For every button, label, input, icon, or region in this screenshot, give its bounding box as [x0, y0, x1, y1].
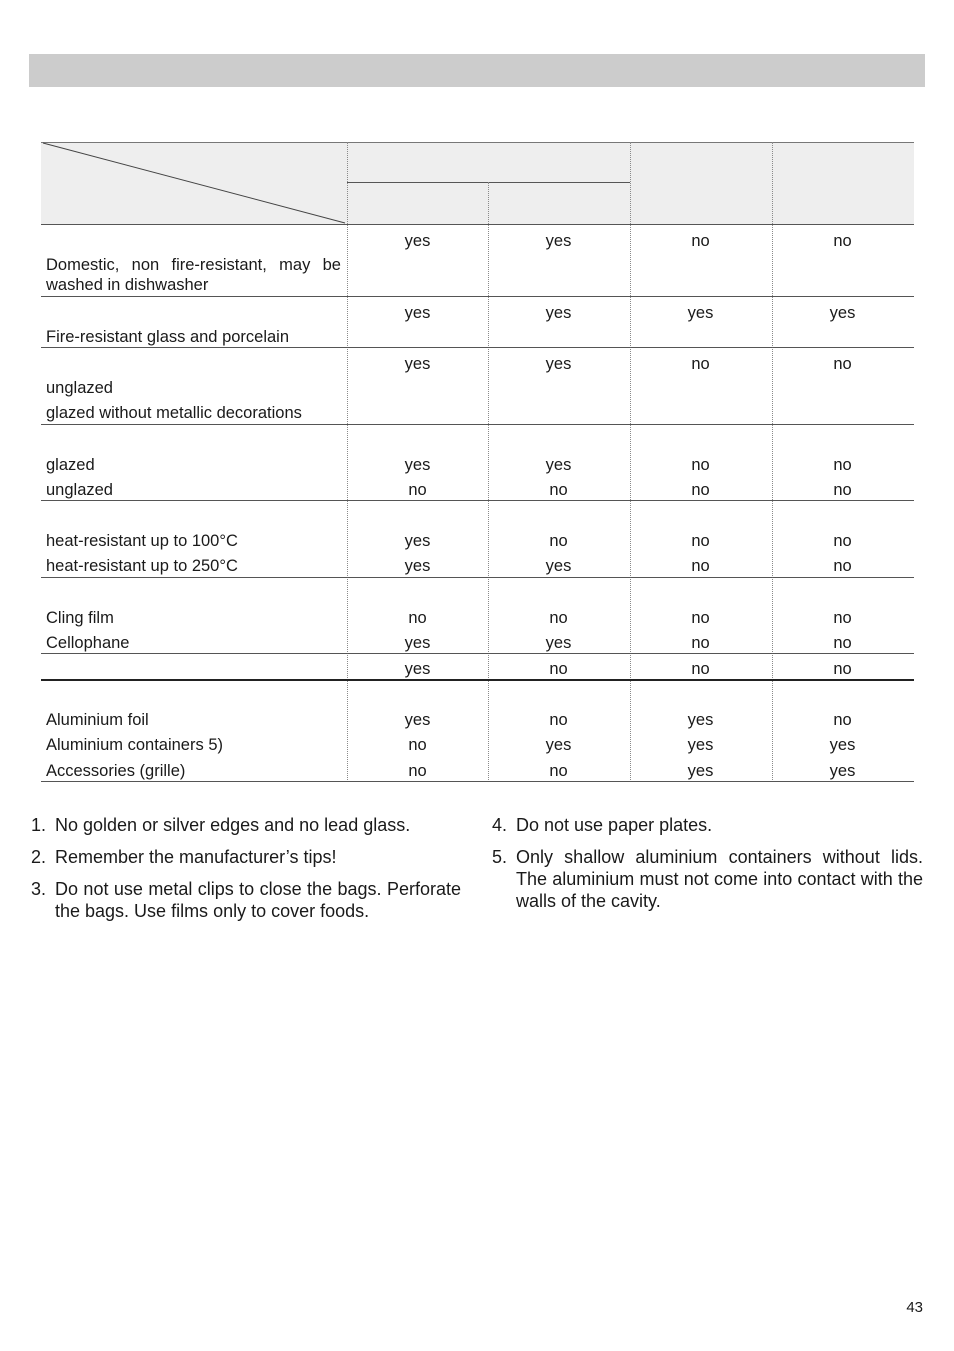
- table-cell: yes: [545, 456, 572, 474]
- table-cell: yes: [829, 304, 856, 322]
- row-label: unglazed: [46, 379, 113, 397]
- table-cell: no: [833, 232, 852, 250]
- row-label: unglazed: [46, 481, 113, 499]
- row-label: glazed without metallic decorations: [46, 404, 302, 422]
- row-label: Domestic, non fire-resistant, may be washed in dishwasher: [46, 256, 341, 294]
- table-cell: yes: [545, 736, 572, 754]
- table-cell: no: [408, 481, 427, 499]
- row-divider: [41, 347, 914, 348]
- table-cell: yes: [687, 762, 714, 780]
- footnotes-right: [492, 814, 923, 914]
- table-cell: yes: [404, 532, 431, 550]
- footnote-number: 5.: [492, 847, 508, 867]
- table-cell: no: [691, 634, 710, 652]
- footnotes-left: [31, 814, 461, 954]
- table-cell: yes: [545, 232, 572, 250]
- table-cell: no: [833, 557, 852, 575]
- row-divider: [41, 577, 914, 578]
- table-cell: yes: [404, 557, 431, 575]
- footnote-number: 3.: [31, 879, 47, 899]
- table-cell: no: [833, 660, 852, 678]
- row-divider: [41, 653, 914, 654]
- cookware-suitability-table: [41, 142, 914, 782]
- table-cell: no: [691, 532, 710, 550]
- row-divider: [41, 296, 914, 297]
- table-cell: no: [833, 355, 852, 373]
- table-cell: no: [408, 609, 427, 627]
- footnote-number: 4.: [492, 815, 508, 835]
- table-cell: yes: [545, 355, 572, 373]
- table-cell: yes: [404, 660, 431, 678]
- table-cell: yes: [687, 736, 714, 754]
- table-cell: yes: [404, 355, 431, 373]
- row-label: Aluminium foil: [46, 711, 149, 729]
- table-cell: yes: [545, 557, 572, 575]
- table-cell: yes: [545, 304, 572, 322]
- table-cell: no: [691, 355, 710, 373]
- footnote-text: Do not use metal clips to close the bags. Perforate the bags. Use films only to cover foods.: [55, 879, 461, 921]
- row-label: Cling film: [46, 609, 114, 627]
- row-label: Fire-resistant glass and porcelain: [46, 328, 290, 346]
- table-cell: no: [691, 456, 710, 474]
- row-divider: [41, 500, 914, 501]
- table-cell: yes: [404, 456, 431, 474]
- table-cell: no: [408, 762, 427, 780]
- table-cell: no: [833, 609, 852, 627]
- table-cell: no: [833, 456, 852, 474]
- table-cell: no: [691, 481, 710, 499]
- row-label: heat-resistant up to 100°C: [46, 532, 238, 550]
- footnote-number: 2.: [31, 847, 47, 867]
- row-divider: [41, 679, 914, 681]
- table-cell: yes: [404, 304, 431, 322]
- section-header-bar: [29, 54, 925, 87]
- header-diagonal-line: [41, 142, 347, 225]
- row-label: glazed: [46, 456, 95, 474]
- row-divider: [41, 781, 914, 782]
- footnote-text: Only shallow aluminium containers without lids. The aluminium must not come into contact with the walls of the cavity.: [516, 847, 923, 911]
- table-cell: yes: [545, 634, 572, 652]
- table-cell: no: [833, 634, 852, 652]
- page-number: 43: [906, 1299, 923, 1316]
- footnote-number: 1.: [31, 815, 47, 835]
- table-cell: no: [549, 609, 568, 627]
- table-cell: no: [549, 762, 568, 780]
- table-cell: no: [691, 609, 710, 627]
- footnote-text: Do not use paper plates.: [516, 815, 713, 835]
- footnote-text: No golden or silver edges and no lead glass.: [55, 815, 411, 835]
- row-label: Accessories (grille): [46, 762, 186, 780]
- table-cell: yes: [829, 762, 856, 780]
- table-cell: no: [691, 557, 710, 575]
- table-cell: no: [549, 711, 568, 729]
- table-cell: no: [833, 532, 852, 550]
- table-cell: no: [549, 660, 568, 678]
- table-cell: yes: [404, 711, 431, 729]
- row-label: Aluminium containers 5): [46, 736, 223, 754]
- table-cell: yes: [687, 711, 714, 729]
- table-cell: no: [408, 736, 427, 754]
- table-cell: yes: [829, 736, 856, 754]
- row-label: heat-resistant up to 250°C: [46, 557, 238, 575]
- footnote-text: Remember the manufacturer’s tips!: [55, 847, 337, 867]
- table-cell: no: [691, 232, 710, 250]
- table-cell: no: [549, 481, 568, 499]
- table-cell: yes: [687, 304, 714, 322]
- table-cell: no: [691, 660, 710, 678]
- row-divider: [41, 424, 914, 425]
- table-cell: yes: [404, 634, 431, 652]
- table-cell: no: [549, 532, 568, 550]
- row-label: Cellophane: [46, 634, 130, 652]
- table-cell: no: [833, 481, 852, 499]
- table-cell: no: [833, 711, 852, 729]
- row-divider: [41, 224, 914, 225]
- table-cell: yes: [404, 232, 431, 250]
